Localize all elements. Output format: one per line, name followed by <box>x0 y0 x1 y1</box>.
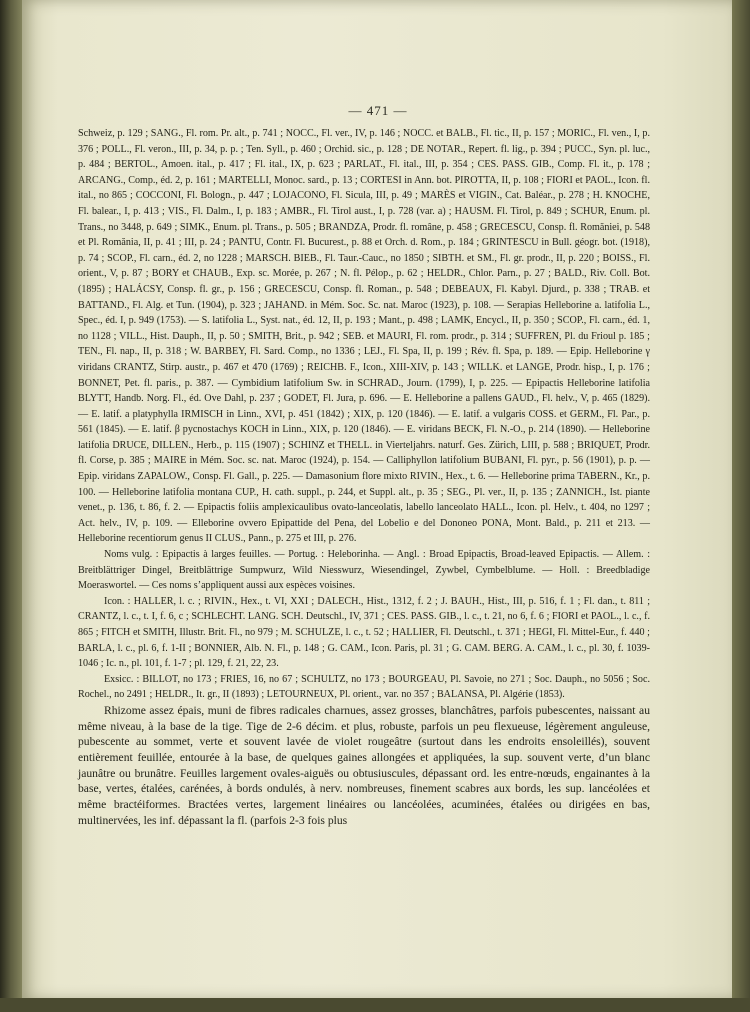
vernacular-names-paragraph: Noms vulg. : Epipactis à larges feuilles. — Portug. : Heleborinha. — Angl. : Broad Epipactis, Broad-leaved Epipactis. — Allem. : Breitblättriger Dingel, Breitblättrige Sumpwurz, Wild Niesswurz, Wiesendingel, Zywbel, Cymbelblume. — Holl. : Breedbladige Moeraswortel. — Ces noms s’appliquent aussi aux espèces voisines. <box>78 549 650 592</box>
icones-paragraph: Icon. : HALLER, l. c. ; RIVIN., Hex., t. VI, XXI ; DALECH., Hist., 1312, f. 2 ; J. BAUH., Hist., III, p. 516, f. 1 ; Fl. dan., t. 811 ; CRANTZ, l. c., t. I, f. 6, c ; SCHLECHT. LANG. SCH. Deutschl., IV, 371 ; CES. PASS. GIB., l. c., t. 21, no 6, f. 6 ; FIORI et PAOL., l. c., f. 865 ; FITCH et SMITH, Illustr. Brit. Fl., no 979 ; M. SCHULZE, l. c., t. 52 ; HALLIER, Fl. Deutschl., t. 371 ; HEGI, Fl. Mittel-Eur., f. 440 ; BARLA, l. c., pl. 6, f. 1-II ; BONNIER, Alb. N. Fl., p. 148 ; G. CAM., Icon. Paris, pl. 31 ; G. CAM. BERG. A. CAM., l. c., pl. 30, f. 1039-1046 ; Ic. n., pl. 101, f. 1-7 ; pl. 129, f. 21, 22, 23. <box>78 595 650 670</box>
book-spine-shadow <box>0 0 24 1012</box>
bibliography-paragraph: Schweiz, p. 129 ; SANG., Fl. rom. Pr. alt., p. 741 ; NOCC., Fl. ver., IV, p. 146 ; NOCC. et BALB., Fl. tic., II, p. 157 ; MORIC., Fl. ven., I, p. 376 ; POLL., Fl. veron., III, p. 34, p. p. ; Ten. Syll., p. 460 ; Orchid. sic., p. 128 ; DE NOTAR., Repert. fl. lig., p. 394 ; PUCC., Syn. pl. luc., p. 484 ; BERTOL., Amoen. ital., p. 417 ; Fl. ital., IX, p. 623 ; PARLAT., Fl. ital., III, p. 354 ; CES. PASS. GIB., Comp. Fl. it., p. 178 ; ARCANG., Comp., éd. 2, p. 161 ; MARTELLI, Monoc. sard., p. 13 ; CORTESI in Ann. bot. PIROTTA, II, p. 108 ; FIORI et PAOL., Icon. fl. ital., no 865 ; COCCONI, Fl. Bologn., p. 447 ; LOJACONO, Fl. Sicula, III, p. 49 ; MARÈS et VIGIN., Cat. Baléar., p. 278 ; H. KNOCHE, Fl. balear., I, p. 413 ; VIS., Fl. Dalm., I, p. 183 ; AMBR., Fl. Tirol aust., I, p. 728 (var. a) ; HAUSM. Fl. Tirol, p. 849 ; SCHUR, Enum. pl. Trans., no 3448, p. 649 ; SIMK., Enum. pl. Trans., p. 505 ; BRANDZA, Prodr. fl. române, p. 458 ; GRECESCU, Consp. fl. Romăniei, p. 548 et Pl. Romănia, II, p. 41 ; III, p. 24 ; PANTU, Contr. Fl. Bucurest., p. 88 et Orch. d. Rom., p. 184 ; GRINTESCU in Bull. géogr. bot. (1918), p. 74 ; SCOP., Fl. carn., éd. 2, no 1228 ; MARSCH. BIEB., Fl. Taur.-Cauc., no 1850 ; SIBTH. et SM., Fl. gr. prodr., II, p. 220 ; BOISS., Fl. orient., V, p. 87 ; BORY et CHAUB., Exp. sc. Morée, p. 267 ; N. fl. Pélop., p. 62 ; HELDR., Chlor. Parn., p. 27 ; BALD., Riv. Coll. Bot. (1895) ; HALÁCSY, Consp. fl. gr., p. 156 ; GRECESCU, Consp. fl. Roman., p. 548 ; DEBEAUX, Fl. Kabyl. Djurd., p. 338 ; TRAB. et BATTAND., Fl. Alg. et Tun. (1904), p. 323 ; JAHAND. in Mém. Soc. Sc. nat. Maroc (1923), p. 108. — Serapias Helleborine a. latifolia L., Spec., éd. I, p. 949 (1753). — S. latifolia L., Syst. nat., éd. 12, II, p. 193 ; Mant., p. 498 ; LAMK, Encycl., II, p. 350 ; SCOP., Fl. carn., éd. 1, no 1128 ; VILL., Hist. Dauph., II, p. 50 ; SMITH, Brit., p. 942 ; SEB. et MAURI, Fl. rom. prodr., p. 314 ; SUFFREN, Pl. du Frioul p. 185 ; TEN., Fl. nap., II, p. 318 ; W. BARBEY, Fl. Sard. Comp., no 1336 ; LEJ., Fl. Spa, II, p. 199 ; Rév. fl. Spa, p. 189. — Epip. Helleborine γ viridans CRANTZ, Stirp. austr., p. 467 et 470 (1769) ; REICHB. F., Icon., XIII-XIV, p. 143 ; WILLK. et LANGE, Prodr. hisp., I, p. 176 ; BONNET, Pet. fl. paris., p. 387. — Cymbidium latifolium Sw. in SCHRAD., Journ. (1799), I, p. 225. — Epipactis Helleborine latifolia BLYTT, Handb. Norg. Fl., éd. Ove Dahl, p. 237 ; GODET, Fl. Jura, p. 696. — E. Helleborine a pallens GAUD., Fl. helv., V, p. 465 (1829). — E. latif. a platyphylla IRMISCH in Linn., XVI, p. 451 (1842) ; XIX, p. 120 (1846). — E. latif. a vulgaris COSS. et GERM., Fl. Par., p. 561 (1845). — E. latif. β pycnostachys KOCH in Linn., XIX, p. 120 (1846). — E. viridans BECK, Fl. N.-O., p. 214 (1890). — Helleborine latifolia DRUCE, DILLEN., Herb., p. 115 (1907) ; SCHINZ et THELL. in Vierteljahrs. naturf. Ges. Zürich, LIII, p. 588 ; BRIQUET, Prodr. fl. Corse, p. 385 ; MAIRE in Mém. Soc. sc. nat. Maroc (1924), p. 154. — Calliphyllon latifolium BUBANI, Fl. pyr., p. 56 (1901), p. p. — Epip. viridans ZAPALOW., Consp. Fl. Gall., p. 225. — Damasonium flore mixto RIVIN., Hex., t. 6. — Helleborine prima TABERN., Kr., p. 100. — Helleborine latifolia montana CUP., H. cath. suppl., p. 244, et Suppl. alt., p. 35 ; SEG., Pl. ver., II, p. 135 ; ZANNICH., Ist. piante venet., p. 136, t. 86, f. 2. — Epipactis foliis amplexicaulibus ovato-lanceolatis, labello lanceolato HALL., Icon. pl. Helv., t. 404, no 1297 ; Act. helv., IV, p. 109. — Elleborine ovvero Epipattide del Pena, del Lobelio e del Dononeo PONA, Mont. Bald., p. 211 et 213. — Helleborine recentiorum genus II CLUS., Pann., p. 275 et III, p. 276. <box>78 128 650 545</box>
page-number: — 471 — <box>348 103 408 118</box>
page-edge <box>732 0 750 1012</box>
exsiccatae-paragraph: Exsicc. : BILLOT, no 173 ; FRIES, 16, no 67 ; SCHULTZ, no 173 ; BOURGEAU, Pl. Savoie, no 271 ; Soc. Dauph., no 5056 ; Soc. Rochel., no 2491 ; HELDR., It. gr., II (1893) ; LETOURNEUX, Pl. orient., var. no 357 ; BALANSA, Pl. Algérie (1853). <box>78 673 650 701</box>
page-text <box>78 126 650 829</box>
bottom-background <box>0 998 750 1012</box>
book-page <box>22 0 734 1000</box>
description-paragraph: Rhizome assez épais, muni de fibres radicales charnues, assez grosses, blanchâtres, parfois pubescentes, naissant au même niveau, à la base de la tige. Tige de 2-6 décim. et plus, robuste, parfois un peu flexueuse, légèrement anguleuse, pubescente au sommet, verte et souvent lavée de violet rougeâtre (surtout dans les endroits ensoleillés), souvent entièrement feuillée, entourée à la base, de quelques gaines allongées et appliquées, la sup. souvent verte, d’un blanc jaunâtre ou brunâtre. Feuilles largement ovales-aiguës ou obtusiuscules, dépassant ord. les entre-nœuds, engainantes à la base, vertes, étalées, carénées, à bords ondulés, à nerv. nombreuses, finement scabres aux bords, les sup. lancéolées et même bractéiformes. Bractées vertes, largement linéaires ou lancéolées, acuminées, étalées ou dirigées en bas, multinervées, les inf. dépassant la fl. (parfois 2-3 fois plus <box>78 703 650 827</box>
